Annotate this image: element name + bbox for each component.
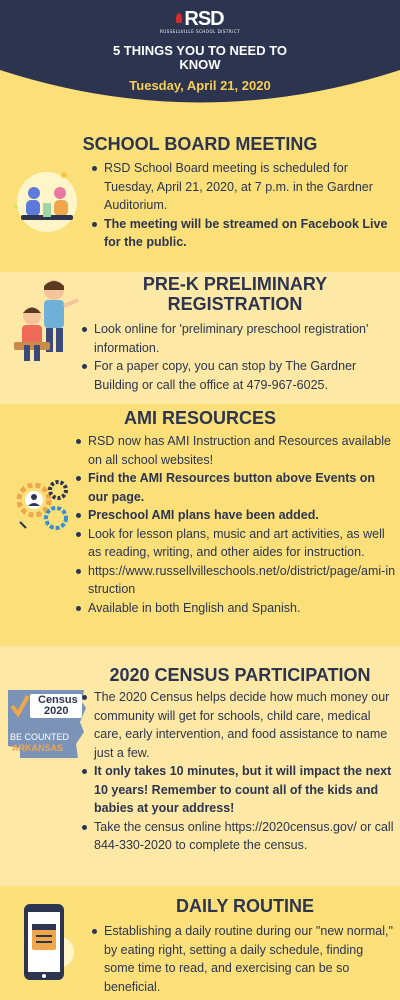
list-item: Look online for 'preliminary preschool registration' information. xyxy=(80,320,395,357)
section-title: DAILY ROUTINE xyxy=(175,896,315,916)
page-date: Tuesday, April 21, 2020 xyxy=(129,78,271,93)
list-item: Preschool AMI plans have been added. xyxy=(74,506,396,525)
meeting-icon xyxy=(12,167,82,237)
bullet-list xyxy=(74,432,396,617)
bullet-list xyxy=(80,320,395,394)
list-item: RSD School Board meeting is scheduled for Tuesday, April 21, 2020, at 7 p.m. in the Gardner Auditorium. xyxy=(90,159,395,215)
district-logo: RSD RUSSELLVILLE SCHOOL DISTRICT xyxy=(159,8,241,34)
list-item: Establishing a daily routine during our "new normal," by eating right, setting a daily schedule, finding some time to read, and exercising can be so beneficial. xyxy=(90,922,396,996)
section-census xyxy=(0,646,400,886)
list-item: The meeting will be streamed on Facebook Live for the public. xyxy=(90,215,395,252)
section-school-board-meeting xyxy=(0,115,400,272)
list-item: Look for lesson plans, music and art activities, as well as reading, writing, and other aides for instruction. xyxy=(74,525,396,562)
census-icon: Census 2020 BE COUNTED ARKANSAS xyxy=(6,688,88,770)
section-title: SCHOOL BOARD MEETING xyxy=(82,134,318,154)
list-item: RSD now has AMI Instruction and Resources available on all school websites! xyxy=(74,432,396,469)
bullet-list xyxy=(80,688,398,855)
list-item: The 2020 Census helps decide how much money our community will get for schools, child care, medical care, early intervention, and food assistance to name just a few. xyxy=(80,688,398,762)
phone-calendar-icon xyxy=(18,900,80,992)
section-daily-routine xyxy=(0,886,400,1000)
gears-icon xyxy=(12,476,74,538)
flame-icon xyxy=(176,13,182,23)
section-ami-resources xyxy=(0,404,400,646)
bullet-list xyxy=(90,922,396,996)
list-item: For a paper copy, you can stop by The Gardner Building or call the office at 479-967-6025. xyxy=(80,357,395,394)
list-item: It only takes 10 minutes, but it will impact the next 10 years! Remember to count all of the kids and babies at your address! xyxy=(80,762,398,818)
list-item: Take the census online https://2020census.gov/ or call 844-330-2020 to complete the census. xyxy=(80,818,398,855)
section-title: PRE-K PRELIMINARY REGISTRATION xyxy=(142,274,328,314)
list-item: https://www.russellvilleschools.net/o/district/page/ami-instruction xyxy=(74,562,396,599)
list-item: Available in both English and Spanish. xyxy=(74,599,396,618)
bullet-list xyxy=(90,159,395,252)
section-title: 2020 CENSUS PARTICIPATION xyxy=(109,665,371,685)
list-item: Find the AMI Resources button above Events on our page. xyxy=(74,469,396,506)
section-pre-k-registration xyxy=(0,272,400,404)
header-banner xyxy=(0,0,400,115)
section-title: AMI RESOURCES xyxy=(123,408,276,428)
page-title: 5 THINGS YOU TO NEED TO KNOW xyxy=(112,43,288,72)
children-icon xyxy=(10,276,82,366)
